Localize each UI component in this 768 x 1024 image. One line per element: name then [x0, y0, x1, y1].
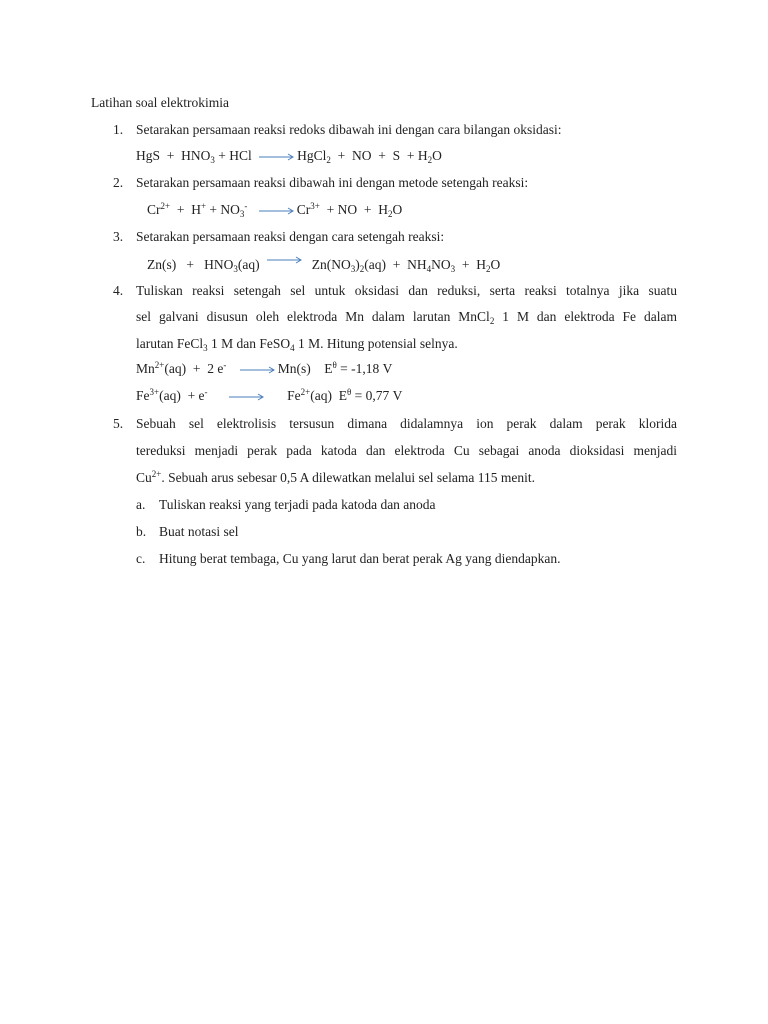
- subitem-a-letter: a.: [136, 497, 146, 512]
- subitem-c-text: Hitung berat tembaga, Cu yang larut dan berat perak Ag yang diendapkan.: [159, 551, 561, 566]
- question-5-line-3: $Cu^{2+}$. Sebuah arus sebesar 0,5 A dilewatkan melalui sel selama 115 menit.: [136, 469, 535, 485]
- question-3-number: 3.: [113, 229, 124, 244]
- question-5-number: 5.: [113, 416, 124, 431]
- question-1-number: 1.: [113, 122, 124, 137]
- question-2-number: 2.: [113, 175, 124, 190]
- question-1-text: Setarakan persamaan reaksi redoks dibawah ini dengan cara bilangan oksidasi:: [136, 122, 562, 137]
- subitem-c-letter: c.: [136, 551, 146, 566]
- question-5-line-2: tereduksi menjadi perak pada katoda dan elektroda Cu sebagai anoda dioksidasi menjadi: [136, 443, 677, 458]
- question-1-reaction: HgS + $HNO_3$ + HCl HgCl$_2$ + NO + $S + H_2O$: [136, 148, 442, 165]
- question-4-line-1: Tuliskan reaksi setengah sel untuk oksidasi dan reduksi, serta reaksi totalnya jika suatu: [136, 283, 677, 298]
- question-2-reaction: $Cr^{2+} + H^+ + NO_3^-$ $Cr^{3+}$ + NO + $H_2O$: [147, 201, 403, 219]
- reaction-arrow-icon: [240, 365, 276, 375]
- document-title: Latihan soal elektrokimia: [91, 95, 229, 110]
- question-3-reaction: Zn(s) + $HNO_3(aq)$ $Zn(NO_3)_2(aq) + NH_4NO_3 + H_2O$: [147, 257, 501, 274]
- subitem-b-text: Buat notasi sel: [159, 524, 239, 539]
- reaction-arrow-icon: [229, 392, 265, 402]
- half-reaction-fe: $Fe^{3+}(aq) + e^-$ $Fe^{2+}(aq) E^\theta = 0,77$ V: [136, 387, 403, 403]
- question-2-text: Setarakan persamaan reaksi dibawah ini dengan metode setengah reaksi:: [136, 175, 529, 190]
- question-4-line-3: larutan FeCl$_3$ 1 M dan FeSO$_4$ 1 M. Hitung potensial selnya.: [136, 336, 458, 353]
- question-4-number: 4.: [113, 283, 124, 298]
- question-4-line-2: sel galvani disusun oleh elektroda Mn dalam larutan MnCl$_2$ 1 M dan elektroda Fe dalam: [136, 309, 677, 326]
- question-5-line-1: Sebuah sel elektrolisis tersusun dimana didalamnya ion perak dalam perak klorida: [136, 416, 677, 431]
- question-3-text: Setarakan persamaan reaksi dengan cara setengah reaksi:: [136, 229, 445, 244]
- subitem-a-text: Tuliskan reaksi yang terjadi pada katoda dan anoda: [159, 497, 436, 512]
- subitem-b-letter: b.: [136, 524, 147, 539]
- reaction-arrow-icon: [267, 255, 303, 265]
- reaction-arrow-icon: [259, 152, 295, 162]
- half-reaction-mn: $Mn^{2+}(aq) + 2$ e- Mn(s) $E^\theta = -1,18$ V: [136, 360, 393, 376]
- reaction-arrow-icon: [259, 206, 295, 216]
